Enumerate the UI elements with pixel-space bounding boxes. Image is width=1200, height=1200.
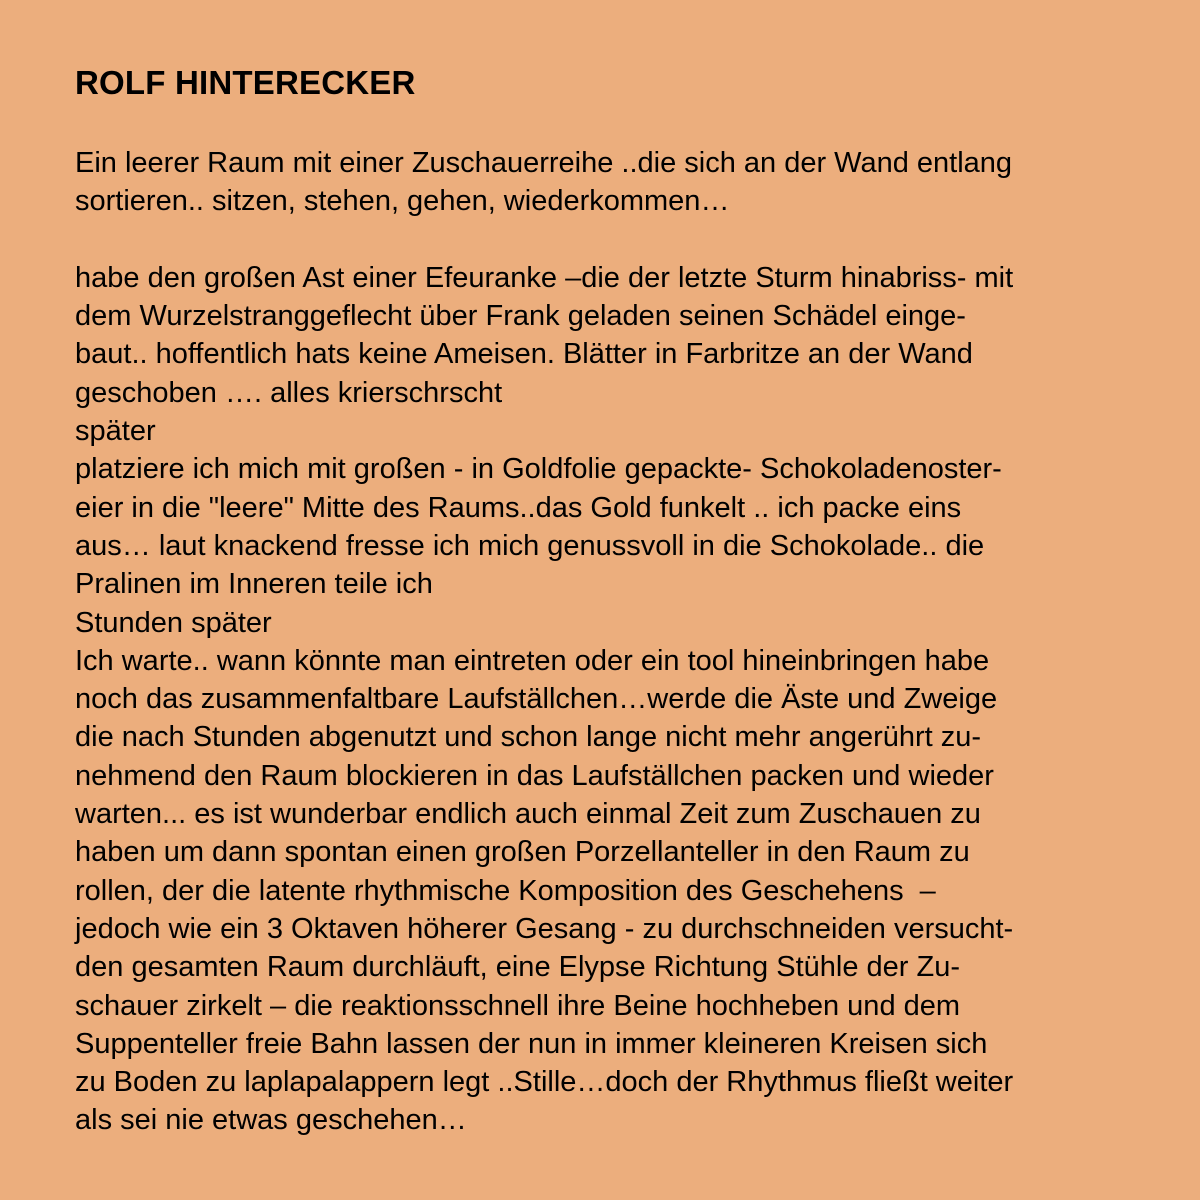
text-line: geschoben …. alles krierschrscht <box>75 376 503 409</box>
text-line: als sei nie etwas geschehen… <box>75 1104 467 1137</box>
text-line: Suppenteller freie Bahn lassen der nun in immer kleineren Kreisen sich <box>75 1027 988 1060</box>
text-line: rollen, der die latente rhythmische Komposition des Geschehens – <box>75 874 936 907</box>
text-line: noch das zusammenfaltbare Laufställchen…werde die Äste und Zweige <box>75 683 998 716</box>
text-line: habe den großen Ast einer Efeuranke –die der letzte Sturm hinabriss- mit <box>75 261 1014 294</box>
text-line: warten... es ist wunderbar endlich auch einmal Zeit zum Zuschauen zu <box>75 798 981 831</box>
text-line: Ich warte.. wann könnte man eintreten oder ein tool hineinbringen habe <box>75 644 990 677</box>
text-line: die nach Stunden abgenutzt und schon lange nicht mehr angerührt zu- <box>75 721 982 754</box>
text-line: sortieren.. sitzen, stehen, gehen, wiederkommen… <box>75 185 730 218</box>
text-line: dem Wurzelstranggeflecht über Frank geladen seinen Schädel einge- <box>75 300 966 333</box>
body-text <box>75 144 1013 1140</box>
text-line: nehmend den Raum blockieren in das Laufställchen packen und wieder <box>75 759 994 792</box>
text-line: den gesamten Raum durchläuft, eine Elypse Richtung Stühle der Zu- <box>75 951 960 984</box>
text-line: eier in die "leere" Mitte des Raums..das Gold funkelt .. ich packe eins <box>75 491 962 524</box>
text-line: schauer zirkelt – die reaktionsschnell ihre Beine hochheben und dem <box>75 989 961 1022</box>
text-line: aus… laut knackend fresse ich mich genussvoll in die Schokolade.. die <box>75 529 985 562</box>
text-line: zu Boden zu laplapalappern legt ..Stille…doch der Rhythmus fließt weiter <box>75 1066 1014 1099</box>
text-line: Stunden später <box>75 606 272 639</box>
text-line: jedoch wie ein 3 Oktaven höherer Gesang - zu durchschneiden versucht- <box>75 912 1014 945</box>
text-line: Ein leerer Raum mit einer Zuschauerreihe ..die sich an der Wand entlang <box>75 147 1013 179</box>
page-title: ROLF HINTERECKER <box>75 64 416 101</box>
text-line: haben um dann spontan einen großen Porzellanteller in den Raum zu <box>75 836 970 869</box>
text-line: platziere ich mich mit großen - in Goldfolie gepackte- Schokoladenoster- <box>75 453 1002 486</box>
text-line: Pralinen im Inneren teile ich <box>75 568 433 601</box>
text-line: später <box>75 415 156 448</box>
document-page <box>75 0 1175 1200</box>
paragraph-break <box>75 221 1013 259</box>
text-line: baut.. hoffentlich hats keine Ameisen. Blätter in Farbritze an der Wand <box>75 338 973 371</box>
